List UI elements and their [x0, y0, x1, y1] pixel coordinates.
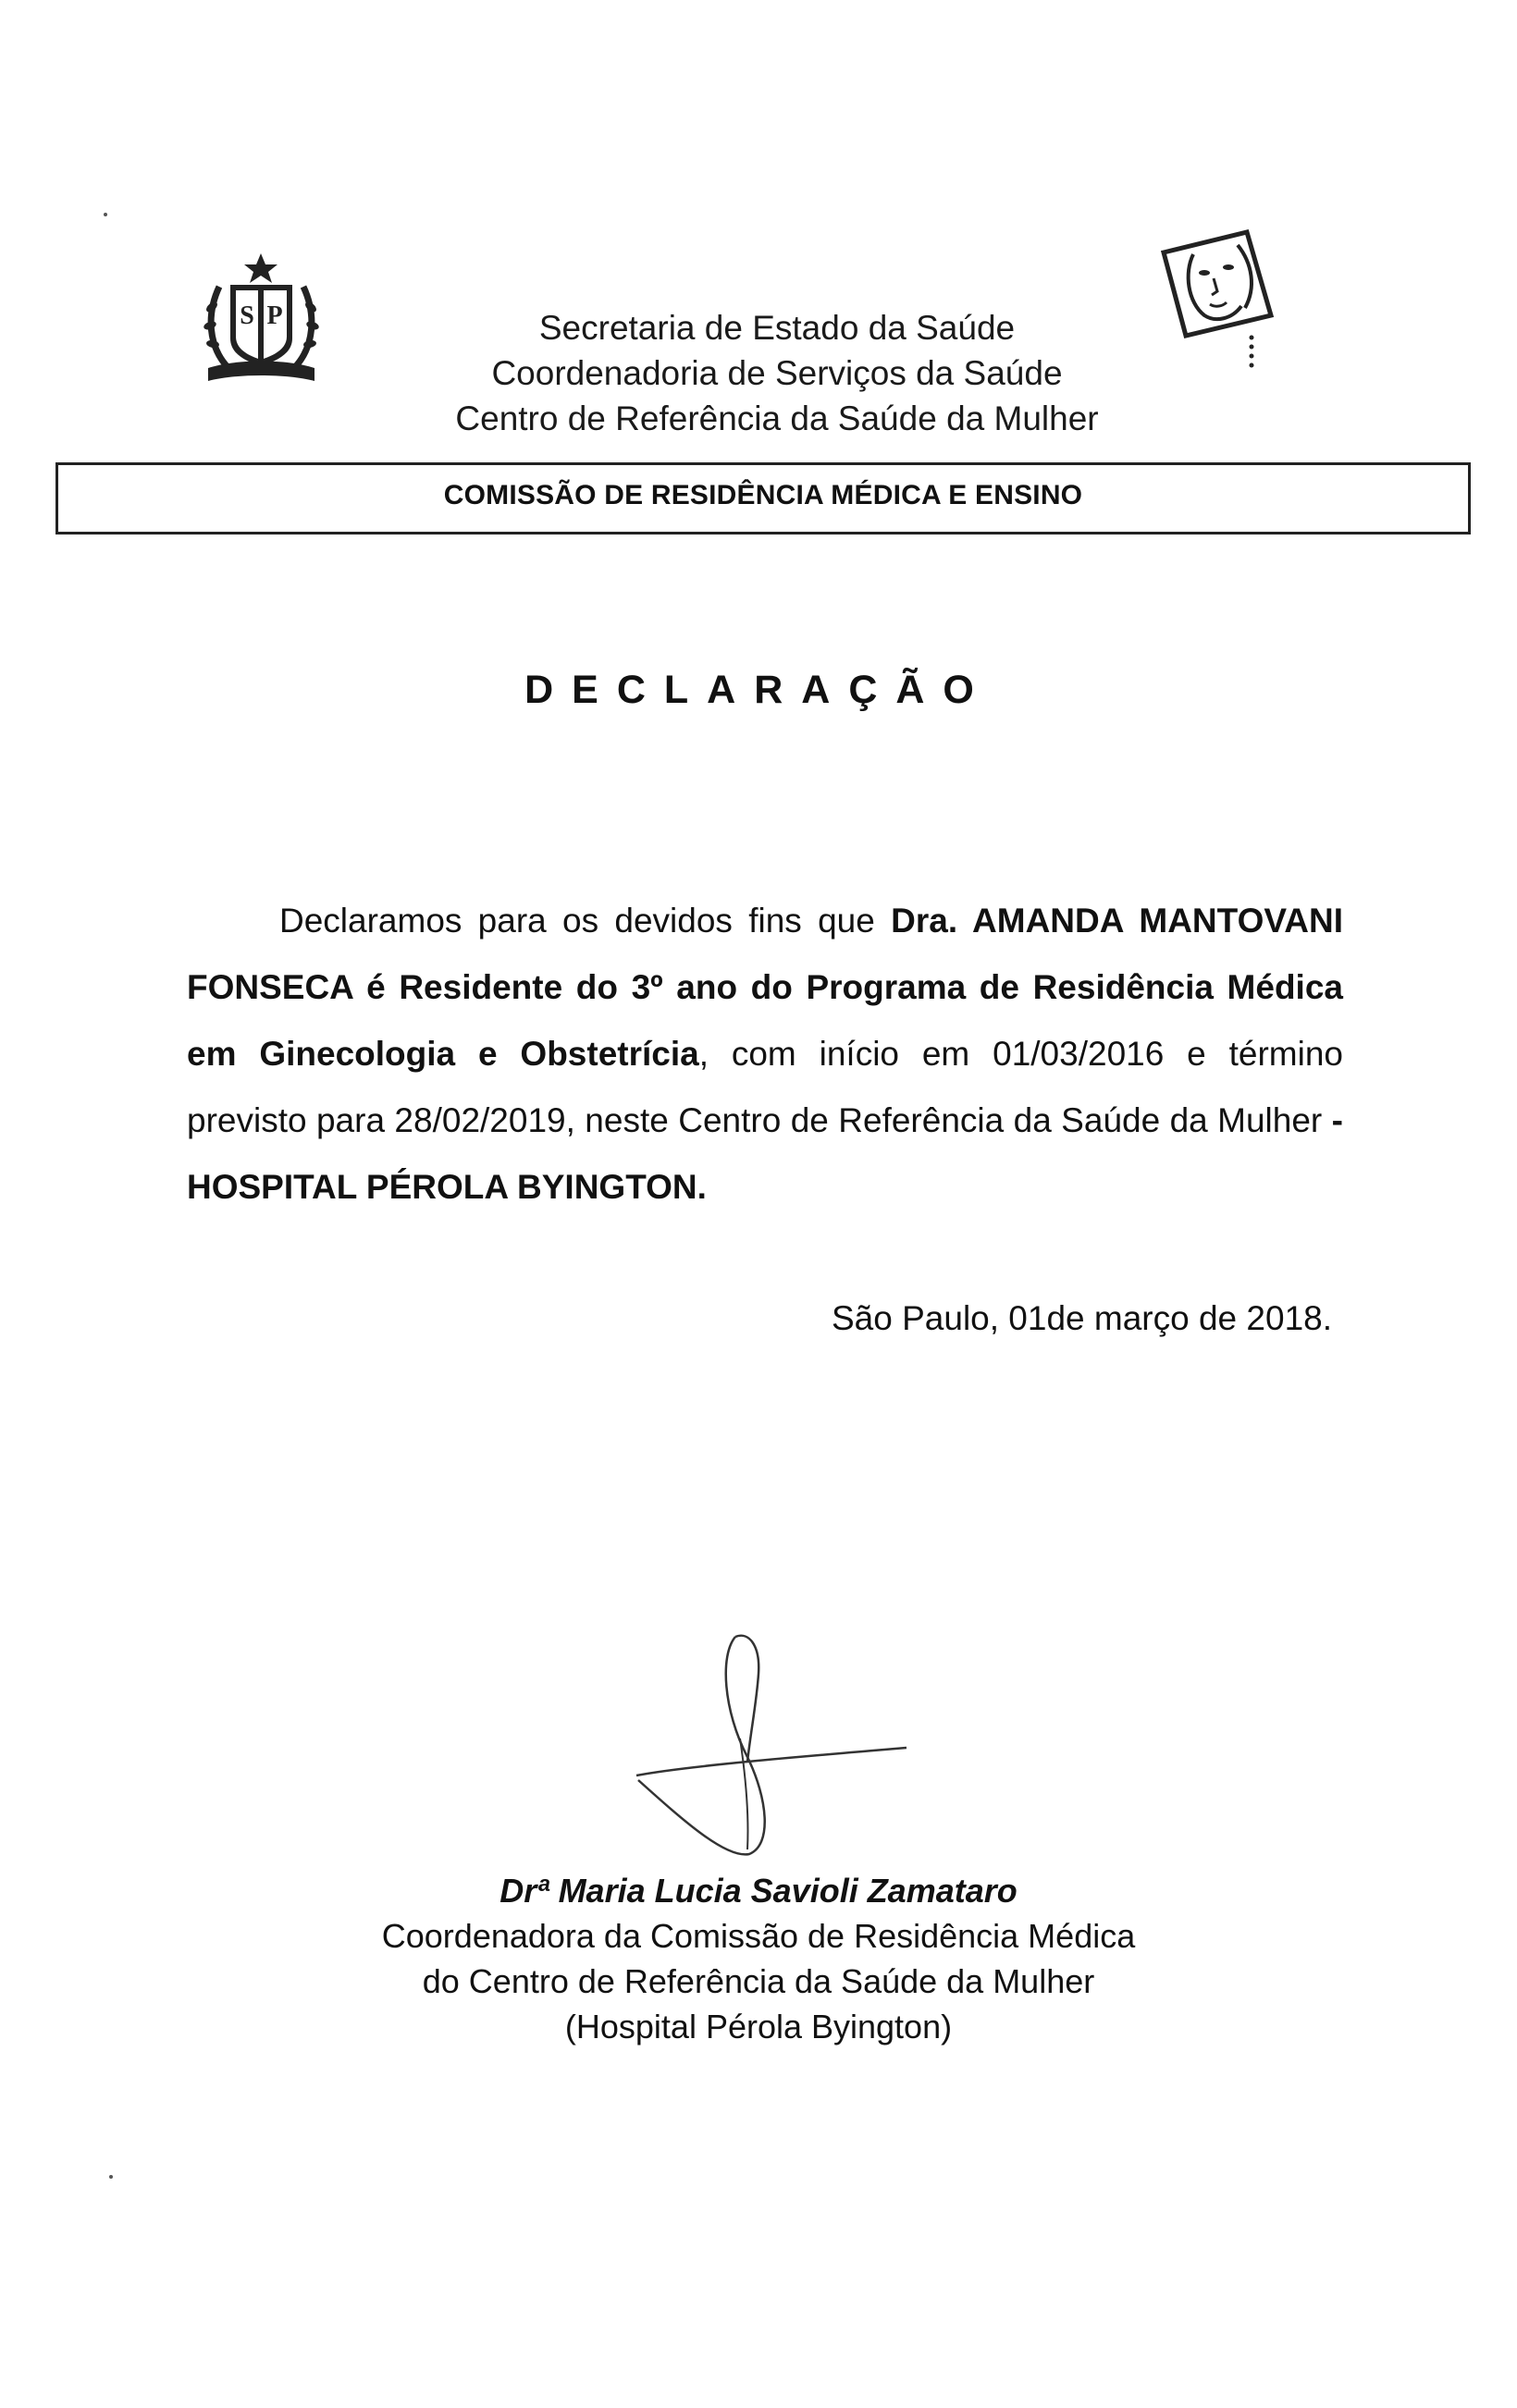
place-and-date: São Paulo, 01de março de 2018.	[832, 1299, 1332, 1337]
header-line-centro: Centro de Referência da Saúde da Mulher	[455, 399, 1099, 437]
body-hospital: - HOSPITAL PÉROLA BYINGTON.	[187, 1101, 1343, 1206]
scan-speck	[104, 213, 107, 216]
commission-label: COMISSÃO DE RESIDÊNCIA MÉDICA E ENSINO	[443, 480, 1083, 510]
document-title: DECLARAÇÃO	[524, 668, 993, 712]
signer-role-line1: Coordenadora da Comissão de Residência Médica	[381, 1917, 1136, 1955]
declaration-body	[187, 888, 1343, 1221]
svg-text:S: S	[240, 301, 254, 330]
body-intro: Declaramos para os devidos fins que	[279, 902, 892, 940]
commission-banner	[56, 462, 1471, 534]
signer-block	[278, 1868, 1240, 2049]
handwritten-signature-icon	[610, 1628, 925, 1868]
signer-role-line2: do Centro de Referência da Saúde da Mulher	[422, 1962, 1095, 2000]
body-dates: , com início em 01/03/2016 e término previsto para 28/02/2019, neste Centro de Referência da Saúde da Mulher	[187, 1035, 1343, 1139]
declaration-paragraph	[187, 888, 1343, 1221]
body-resident-program: Dra. AMANDA MANTOVANI FONSECA é Residente do 3º ano do Programa de Residência Médica em Ginecologia e Obstetrícia	[187, 902, 1344, 1073]
signer-name: Drª Maria Lucia Savioli Zamataro	[500, 1872, 1018, 1910]
sp-state-coat-of-arms-icon	[199, 250, 324, 388]
institution-header	[370, 305, 1184, 441]
header-line-coordenadoria: Coordenadoria de Serviços da Saúde	[491, 354, 1063, 392]
signer-role-line3: (Hospital Pérola Byington)	[564, 2008, 953, 2046]
svg-text:P: P	[266, 301, 283, 330]
scan-speck	[109, 2175, 113, 2179]
header-line-secretaria: Secretaria de Estado da Saúde	[538, 309, 1016, 347]
